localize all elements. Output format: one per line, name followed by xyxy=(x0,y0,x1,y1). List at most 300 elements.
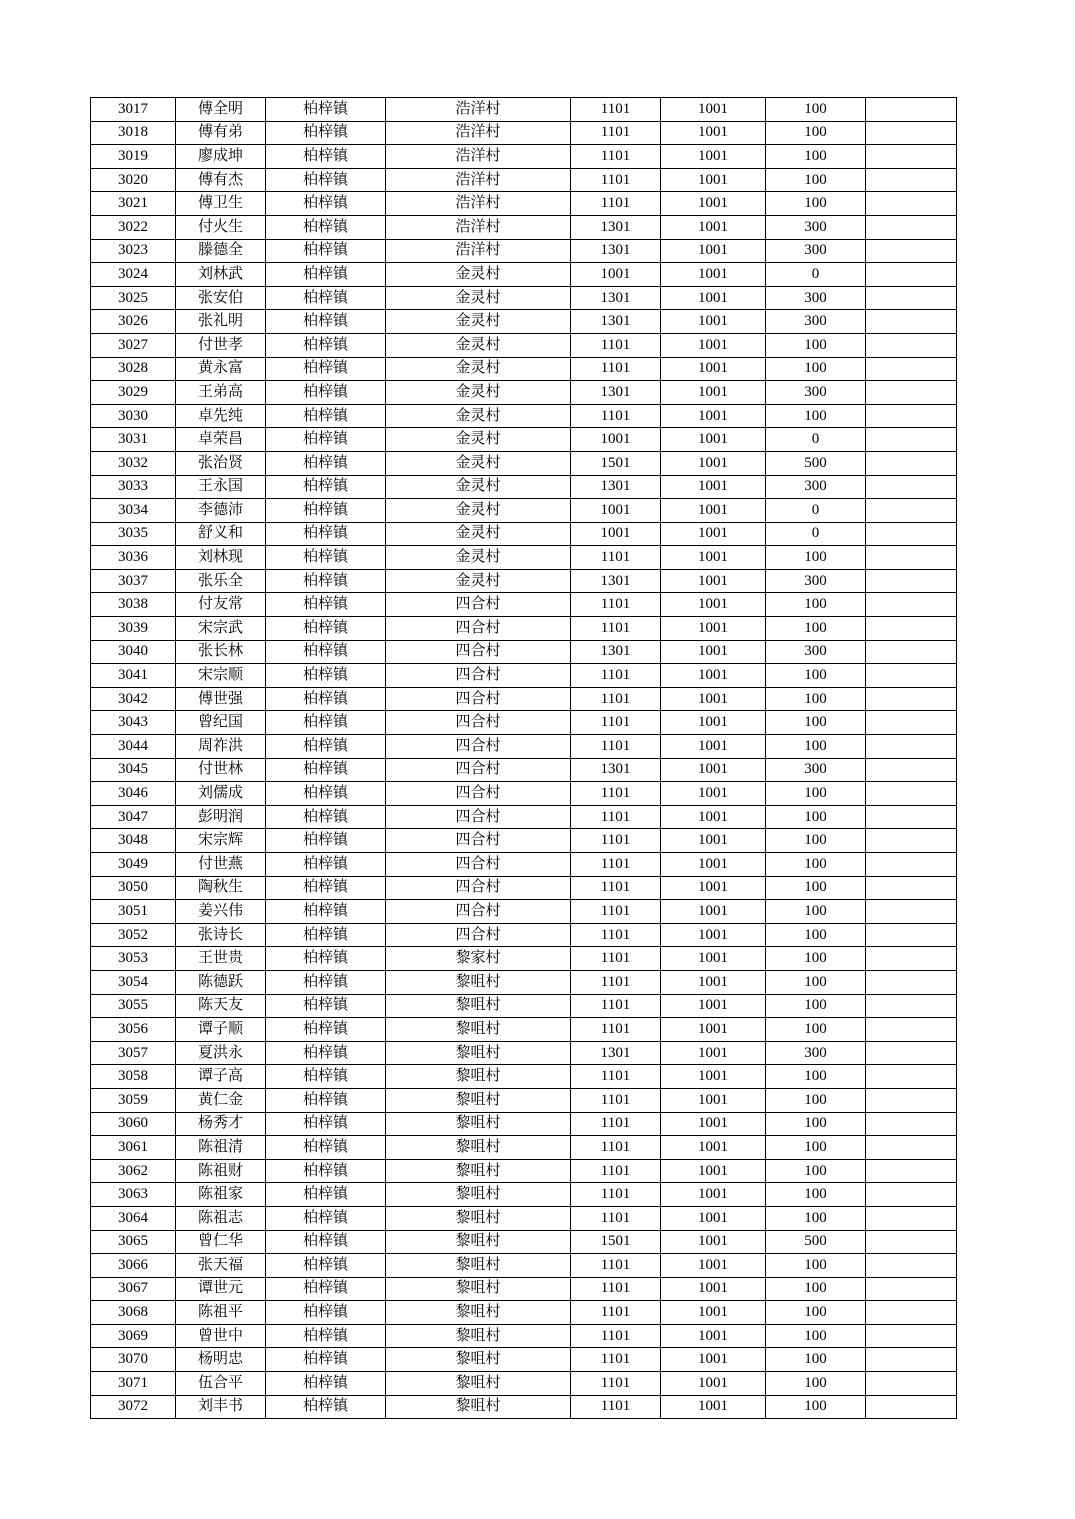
cell-blank xyxy=(866,617,957,641)
cell-village: 浩洋村 xyxy=(386,121,571,145)
cell-town: 柏梓镇 xyxy=(266,215,386,239)
cell-person-name: 王永国 xyxy=(176,475,266,499)
cell-code-2: 1001 xyxy=(661,1395,766,1419)
cell-amount: 100 xyxy=(766,687,866,711)
cell-serial-number: 3048 xyxy=(91,829,176,853)
cell-code-2: 1001 xyxy=(661,805,766,829)
table-row xyxy=(91,617,957,641)
cell-code-2: 1001 xyxy=(661,428,766,452)
cell-village: 金灵村 xyxy=(386,569,571,593)
cell-person-name: 付世燕 xyxy=(176,853,266,877)
cell-serial-number: 3052 xyxy=(91,923,176,947)
cell-code-2: 1001 xyxy=(661,1088,766,1112)
cell-person-name: 谭子顺 xyxy=(176,1018,266,1042)
cell-person-name: 宋宗辉 xyxy=(176,829,266,853)
cell-amount: 100 xyxy=(766,121,866,145)
cell-blank xyxy=(866,121,957,145)
cell-code-1: 1101 xyxy=(571,617,661,641)
cell-town: 柏梓镇 xyxy=(266,923,386,947)
cell-village: 四合村 xyxy=(386,758,571,782)
table-row xyxy=(91,1254,957,1278)
cell-town: 柏梓镇 xyxy=(266,970,386,994)
cell-code-1: 1101 xyxy=(571,1395,661,1419)
cell-serial-number: 3034 xyxy=(91,499,176,523)
cell-amount: 100 xyxy=(766,664,866,688)
table-row xyxy=(91,310,957,334)
cell-serial-number: 3024 xyxy=(91,263,176,287)
cell-village: 黎咀村 xyxy=(386,1206,571,1230)
cell-code-2: 1001 xyxy=(661,664,766,688)
cell-blank xyxy=(866,357,957,381)
cell-person-name: 伍合平 xyxy=(176,1372,266,1396)
cell-village: 黎咀村 xyxy=(386,1395,571,1419)
cell-person-name: 姜兴伟 xyxy=(176,900,266,924)
cell-serial-number: 3038 xyxy=(91,593,176,617)
cell-blank xyxy=(866,970,957,994)
cell-village: 黎咀村 xyxy=(386,1372,571,1396)
table-row xyxy=(91,1348,957,1372)
table-row xyxy=(91,121,957,145)
cell-blank xyxy=(866,1159,957,1183)
cell-person-name: 付世孝 xyxy=(176,333,266,357)
cell-village: 黎咀村 xyxy=(386,1301,571,1325)
cell-town: 柏梓镇 xyxy=(266,876,386,900)
cell-amount: 100 xyxy=(766,829,866,853)
table-row xyxy=(91,404,957,428)
cell-code-1: 1101 xyxy=(571,333,661,357)
cell-serial-number: 3042 xyxy=(91,687,176,711)
table-row xyxy=(91,829,957,853)
table-row xyxy=(91,475,957,499)
cell-code-1: 1001 xyxy=(571,522,661,546)
table-row xyxy=(91,451,957,475)
cell-amount: 100 xyxy=(766,1136,866,1160)
table-row xyxy=(91,853,957,877)
table-row xyxy=(91,145,957,169)
cell-blank xyxy=(866,333,957,357)
cell-blank xyxy=(866,1136,957,1160)
cell-code-1: 1101 xyxy=(571,145,661,169)
cell-code-1: 1101 xyxy=(571,593,661,617)
cell-town: 柏梓镇 xyxy=(266,121,386,145)
cell-code-2: 1001 xyxy=(661,735,766,759)
cell-person-name: 傅有弟 xyxy=(176,121,266,145)
cell-village: 浩洋村 xyxy=(386,192,571,216)
table-row xyxy=(91,215,957,239)
cell-blank xyxy=(866,1183,957,1207)
table-row xyxy=(91,1372,957,1396)
cell-amount: 100 xyxy=(766,1112,866,1136)
cell-village: 黎咀村 xyxy=(386,1277,571,1301)
cell-code-1: 1101 xyxy=(571,970,661,994)
cell-code-1: 1101 xyxy=(571,711,661,735)
cell-town: 柏梓镇 xyxy=(266,1088,386,1112)
cell-town: 柏梓镇 xyxy=(266,1301,386,1325)
cell-code-2: 1001 xyxy=(661,569,766,593)
cell-village: 金灵村 xyxy=(386,381,571,405)
cell-blank xyxy=(866,239,957,263)
cell-person-name: 刘丰书 xyxy=(176,1395,266,1419)
cell-village: 浩洋村 xyxy=(386,98,571,122)
cell-code-1: 1501 xyxy=(571,1230,661,1254)
cell-person-name: 滕德全 xyxy=(176,239,266,263)
cell-code-1: 1101 xyxy=(571,1065,661,1089)
cell-serial-number: 3030 xyxy=(91,404,176,428)
table-row xyxy=(91,381,957,405)
table-row xyxy=(91,546,957,570)
cell-serial-number: 3071 xyxy=(91,1372,176,1396)
cell-blank xyxy=(866,1041,957,1065)
cell-town: 柏梓镇 xyxy=(266,1206,386,1230)
cell-person-name: 宋宗武 xyxy=(176,617,266,641)
cell-blank xyxy=(866,145,957,169)
cell-village: 四合村 xyxy=(386,687,571,711)
cell-blank xyxy=(866,593,957,617)
cell-code-1: 1101 xyxy=(571,947,661,971)
table-row xyxy=(91,1159,957,1183)
cell-blank xyxy=(866,947,957,971)
cell-blank xyxy=(866,263,957,287)
cell-town: 柏梓镇 xyxy=(266,687,386,711)
cell-town: 柏梓镇 xyxy=(266,947,386,971)
table-row xyxy=(91,735,957,759)
cell-blank xyxy=(866,1018,957,1042)
cell-code-2: 1001 xyxy=(661,286,766,310)
cell-code-1: 1101 xyxy=(571,805,661,829)
cell-person-name: 廖成坤 xyxy=(176,145,266,169)
cell-code-2: 1001 xyxy=(661,168,766,192)
cell-amount: 100 xyxy=(766,1159,866,1183)
cell-person-name: 宋宗顺 xyxy=(176,664,266,688)
cell-blank xyxy=(866,758,957,782)
cell-code-2: 1001 xyxy=(661,1112,766,1136)
cell-serial-number: 3070 xyxy=(91,1348,176,1372)
cell-town: 柏梓镇 xyxy=(266,994,386,1018)
roster-table-body xyxy=(91,98,957,1419)
cell-serial-number: 3026 xyxy=(91,310,176,334)
cell-code-1: 1101 xyxy=(571,1112,661,1136)
cell-serial-number: 3023 xyxy=(91,239,176,263)
cell-serial-number: 3049 xyxy=(91,853,176,877)
cell-blank xyxy=(866,1206,957,1230)
cell-code-1: 1101 xyxy=(571,357,661,381)
cell-blank xyxy=(866,711,957,735)
table-row xyxy=(91,664,957,688)
cell-code-1: 1301 xyxy=(571,381,661,405)
cell-code-2: 1001 xyxy=(661,1136,766,1160)
cell-person-name: 傅有杰 xyxy=(176,168,266,192)
cell-code-2: 1001 xyxy=(661,1065,766,1089)
cell-code-1: 1101 xyxy=(571,994,661,1018)
cell-town: 柏梓镇 xyxy=(266,1018,386,1042)
cell-code-1: 1101 xyxy=(571,1018,661,1042)
cell-person-name: 卓先纯 xyxy=(176,404,266,428)
cell-amount: 100 xyxy=(766,923,866,947)
table-row xyxy=(91,711,957,735)
cell-town: 柏梓镇 xyxy=(266,782,386,806)
cell-person-name: 王世贵 xyxy=(176,947,266,971)
table-row xyxy=(91,923,957,947)
cell-person-name: 张治贤 xyxy=(176,451,266,475)
table-row xyxy=(91,1018,957,1042)
cell-amount: 100 xyxy=(766,1183,866,1207)
cell-amount: 100 xyxy=(766,900,866,924)
cell-person-name: 卓荣昌 xyxy=(176,428,266,452)
cell-amount: 300 xyxy=(766,239,866,263)
cell-blank xyxy=(866,499,957,523)
cell-village: 金灵村 xyxy=(386,404,571,428)
cell-serial-number: 3063 xyxy=(91,1183,176,1207)
cell-serial-number: 3027 xyxy=(91,333,176,357)
cell-amount: 100 xyxy=(766,970,866,994)
cell-code-2: 1001 xyxy=(661,121,766,145)
cell-code-1: 1001 xyxy=(571,263,661,287)
cell-village: 金灵村 xyxy=(386,263,571,287)
table-row xyxy=(91,333,957,357)
cell-town: 柏梓镇 xyxy=(266,404,386,428)
cell-serial-number: 3066 xyxy=(91,1254,176,1278)
table-row xyxy=(91,192,957,216)
cell-code-2: 1001 xyxy=(661,522,766,546)
cell-code-1: 1101 xyxy=(571,1206,661,1230)
cell-amount: 100 xyxy=(766,1395,866,1419)
cell-serial-number: 3047 xyxy=(91,805,176,829)
cell-amount: 100 xyxy=(766,853,866,877)
cell-code-1: 1001 xyxy=(571,428,661,452)
cell-village: 四合村 xyxy=(386,876,571,900)
cell-code-1: 1501 xyxy=(571,451,661,475)
table-row xyxy=(91,499,957,523)
cell-code-2: 1001 xyxy=(661,1230,766,1254)
table-row xyxy=(91,1230,957,1254)
cell-serial-number: 3036 xyxy=(91,546,176,570)
cell-blank xyxy=(866,876,957,900)
cell-code-2: 1001 xyxy=(661,310,766,334)
cell-town: 柏梓镇 xyxy=(266,1254,386,1278)
cell-blank xyxy=(866,310,957,334)
cell-code-2: 1001 xyxy=(661,475,766,499)
cell-serial-number: 3032 xyxy=(91,451,176,475)
table-row xyxy=(91,640,957,664)
cell-amount: 0 xyxy=(766,522,866,546)
cell-village: 四合村 xyxy=(386,805,571,829)
cell-blank xyxy=(866,522,957,546)
cell-town: 柏梓镇 xyxy=(266,192,386,216)
cell-town: 柏梓镇 xyxy=(266,357,386,381)
cell-code-1: 1101 xyxy=(571,829,661,853)
cell-code-1: 1301 xyxy=(571,239,661,263)
cell-serial-number: 3017 xyxy=(91,98,176,122)
cell-village: 金灵村 xyxy=(386,451,571,475)
cell-person-name: 付友常 xyxy=(176,593,266,617)
cell-amount: 0 xyxy=(766,499,866,523)
table-row xyxy=(91,758,957,782)
table-row xyxy=(91,687,957,711)
cell-village: 四合村 xyxy=(386,593,571,617)
table-row xyxy=(91,593,957,617)
cell-code-1: 1001 xyxy=(571,499,661,523)
cell-code-2: 1001 xyxy=(661,1041,766,1065)
cell-serial-number: 3025 xyxy=(91,286,176,310)
cell-person-name: 张天福 xyxy=(176,1254,266,1278)
cell-village: 四合村 xyxy=(386,711,571,735)
cell-village: 浩洋村 xyxy=(386,145,571,169)
cell-code-2: 1001 xyxy=(661,546,766,570)
cell-code-1: 1101 xyxy=(571,664,661,688)
cell-town: 柏梓镇 xyxy=(266,853,386,877)
cell-town: 柏梓镇 xyxy=(266,546,386,570)
cell-village: 黎咀村 xyxy=(386,1348,571,1372)
table-row xyxy=(91,286,957,310)
cell-town: 柏梓镇 xyxy=(266,1136,386,1160)
cell-code-2: 1001 xyxy=(661,239,766,263)
cell-code-2: 1001 xyxy=(661,381,766,405)
cell-village: 黎咀村 xyxy=(386,1183,571,1207)
cell-code-1: 1101 xyxy=(571,121,661,145)
cell-serial-number: 3046 xyxy=(91,782,176,806)
table-row xyxy=(91,1041,957,1065)
cell-town: 柏梓镇 xyxy=(266,617,386,641)
cell-code-1: 1101 xyxy=(571,192,661,216)
cell-code-2: 1001 xyxy=(661,617,766,641)
cell-village: 黎咀村 xyxy=(386,1230,571,1254)
cell-code-1: 1301 xyxy=(571,310,661,334)
cell-amount: 100 xyxy=(766,1206,866,1230)
cell-town: 柏梓镇 xyxy=(266,1395,386,1419)
cell-serial-number: 3035 xyxy=(91,522,176,546)
cell-code-1: 1301 xyxy=(571,286,661,310)
cell-amount: 300 xyxy=(766,475,866,499)
cell-code-2: 1001 xyxy=(661,215,766,239)
cell-code-1: 1101 xyxy=(571,404,661,428)
cell-code-2: 1001 xyxy=(661,829,766,853)
cell-code-1: 1301 xyxy=(571,758,661,782)
cell-amount: 100 xyxy=(766,782,866,806)
cell-person-name: 傅卫生 xyxy=(176,192,266,216)
cell-town: 柏梓镇 xyxy=(266,900,386,924)
cell-person-name: 彭明润 xyxy=(176,805,266,829)
cell-code-2: 1001 xyxy=(661,1372,766,1396)
cell-serial-number: 3041 xyxy=(91,664,176,688)
cell-town: 柏梓镇 xyxy=(266,1277,386,1301)
cell-amount: 100 xyxy=(766,593,866,617)
table-row xyxy=(91,239,957,263)
cell-town: 柏梓镇 xyxy=(266,475,386,499)
cell-amount: 100 xyxy=(766,947,866,971)
cell-blank xyxy=(866,546,957,570)
cell-code-1: 1101 xyxy=(571,1136,661,1160)
cell-serial-number: 3043 xyxy=(91,711,176,735)
cell-blank xyxy=(866,1254,957,1278)
cell-amount: 0 xyxy=(766,263,866,287)
cell-blank xyxy=(866,192,957,216)
cell-amount: 100 xyxy=(766,1348,866,1372)
cell-amount: 100 xyxy=(766,98,866,122)
cell-person-name: 黄仁金 xyxy=(176,1088,266,1112)
cell-village: 黎咀村 xyxy=(386,1254,571,1278)
cell-village: 黎咀村 xyxy=(386,1136,571,1160)
cell-person-name: 陈祖财 xyxy=(176,1159,266,1183)
cell-amount: 100 xyxy=(766,1372,866,1396)
cell-blank xyxy=(866,1277,957,1301)
cell-village: 四合村 xyxy=(386,735,571,759)
cell-code-2: 1001 xyxy=(661,1183,766,1207)
cell-amount: 100 xyxy=(766,192,866,216)
cell-code-1: 1101 xyxy=(571,98,661,122)
cell-town: 柏梓镇 xyxy=(266,428,386,452)
cell-code-2: 1001 xyxy=(661,593,766,617)
cell-person-name: 陈德跃 xyxy=(176,970,266,994)
cell-code-1: 1101 xyxy=(571,1183,661,1207)
cell-village: 四合村 xyxy=(386,617,571,641)
cell-serial-number: 3037 xyxy=(91,569,176,593)
cell-person-name: 刘儒成 xyxy=(176,782,266,806)
cell-amount: 300 xyxy=(766,381,866,405)
cell-serial-number: 3039 xyxy=(91,617,176,641)
cell-town: 柏梓镇 xyxy=(266,664,386,688)
table-row xyxy=(91,1277,957,1301)
table-row xyxy=(91,1065,957,1089)
cell-village: 四合村 xyxy=(386,853,571,877)
cell-village: 黎咀村 xyxy=(386,1041,571,1065)
table-row xyxy=(91,1112,957,1136)
table-row xyxy=(91,782,957,806)
cell-serial-number: 3053 xyxy=(91,947,176,971)
cell-code-1: 1101 xyxy=(571,1159,661,1183)
cell-amount: 100 xyxy=(766,168,866,192)
cell-person-name: 周祚洪 xyxy=(176,735,266,759)
table-row xyxy=(91,428,957,452)
cell-blank xyxy=(866,475,957,499)
cell-person-name: 陈祖志 xyxy=(176,1206,266,1230)
table-row xyxy=(91,947,957,971)
table-row xyxy=(91,876,957,900)
cell-blank xyxy=(866,98,957,122)
cell-town: 柏梓镇 xyxy=(266,711,386,735)
cell-code-1: 1101 xyxy=(571,900,661,924)
cell-code-2: 1001 xyxy=(661,333,766,357)
cell-amount: 100 xyxy=(766,404,866,428)
cell-blank xyxy=(866,994,957,1018)
cell-amount: 100 xyxy=(766,994,866,1018)
cell-amount: 300 xyxy=(766,758,866,782)
cell-person-name: 曾仁华 xyxy=(176,1230,266,1254)
cell-serial-number: 3057 xyxy=(91,1041,176,1065)
cell-person-name: 谭世元 xyxy=(176,1277,266,1301)
cell-amount: 100 xyxy=(766,1324,866,1348)
cell-town: 柏梓镇 xyxy=(266,640,386,664)
cell-town: 柏梓镇 xyxy=(266,1065,386,1089)
cell-code-2: 1001 xyxy=(661,1277,766,1301)
table-row xyxy=(91,970,957,994)
cell-town: 柏梓镇 xyxy=(266,522,386,546)
table-row xyxy=(91,1206,957,1230)
cell-person-name: 舒义和 xyxy=(176,522,266,546)
cell-person-name: 张安伯 xyxy=(176,286,266,310)
cell-code-1: 1101 xyxy=(571,546,661,570)
cell-serial-number: 3072 xyxy=(91,1395,176,1419)
cell-town: 柏梓镇 xyxy=(266,1372,386,1396)
roster-table xyxy=(90,97,957,1419)
cell-village: 金灵村 xyxy=(386,522,571,546)
cell-code-2: 1001 xyxy=(661,145,766,169)
table-row xyxy=(91,805,957,829)
cell-person-name: 陈祖清 xyxy=(176,1136,266,1160)
cell-code-1: 1301 xyxy=(571,569,661,593)
cell-code-1: 1101 xyxy=(571,923,661,947)
cell-town: 柏梓镇 xyxy=(266,98,386,122)
cell-village: 金灵村 xyxy=(386,286,571,310)
